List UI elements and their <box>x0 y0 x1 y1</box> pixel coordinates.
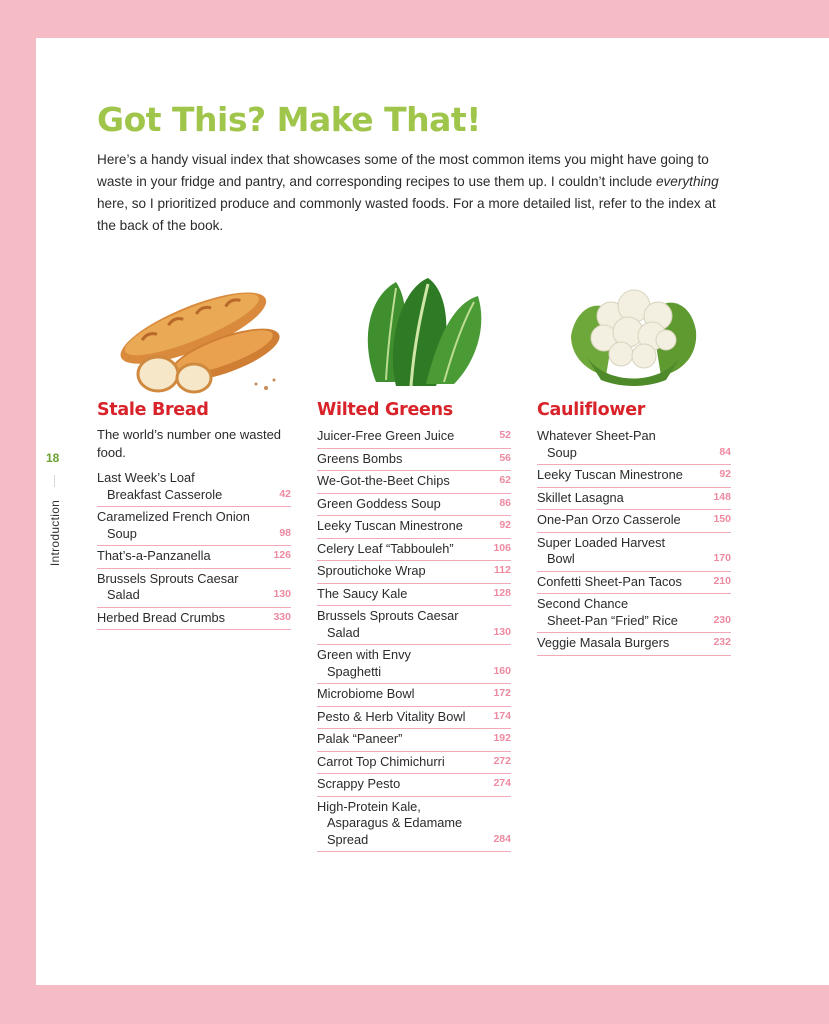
recipe-page-number: 52 <box>499 429 511 441</box>
recipe-page-number: 112 <box>494 564 511 576</box>
recipe-page-number: 130 <box>273 588 291 600</box>
recipe-row[interactable] <box>317 539 511 562</box>
recipe-row[interactable] <box>317 752 511 775</box>
recipe-name: One-Pan Orzo Casserole <box>537 512 681 527</box>
recipe-name: Second Chance <box>537 596 629 611</box>
recipe-name: Herbed Bread Crumbs <box>97 609 226 625</box>
column-cauliflower <box>537 400 731 656</box>
recipe-name-continued: Sheet-Pan “Fried” Rice <box>547 612 678 628</box>
recipe-row[interactable] <box>317 426 511 449</box>
recipe-name: Greens Bombs <box>317 450 403 466</box>
recipe-row[interactable] <box>317 584 511 607</box>
recipe-row[interactable] <box>97 608 291 631</box>
recipe-name: Skillet Lasagna <box>537 489 624 505</box>
intro-paragraph <box>97 149 737 237</box>
recipe-name: Sproutichoke Wrap <box>317 563 426 578</box>
recipe-page-number: 92 <box>719 468 731 480</box>
recipe-name-continued: Spaghetti <box>327 663 382 679</box>
recipe-page-number: 232 <box>713 636 731 648</box>
recipe-row[interactable] <box>317 774 511 797</box>
recipe-page-number: 172 <box>493 687 511 699</box>
recipe-page-number: 92 <box>499 519 511 531</box>
recipe-name: Juicer-Free Green Juice <box>317 428 455 443</box>
recipe-page-number: 56 <box>499 451 511 464</box>
column-heading: Stale Bread <box>97 400 209 420</box>
recipe-row[interactable] <box>537 426 731 465</box>
recipe-name-continued: Soup <box>107 525 137 541</box>
recipe-page-number: 84 <box>719 445 731 458</box>
recipe-page-number: 230 <box>713 613 731 626</box>
recipe-name: Brussels Sprouts Caesar <box>97 570 239 586</box>
recipe-page-number: 284 <box>493 832 511 845</box>
recipe-name-continued: Bowl <box>547 551 575 566</box>
recipe-page-number: 330 <box>273 610 291 623</box>
recipe-row[interactable] <box>317 729 511 752</box>
recipe-page-number: 130 <box>493 625 511 638</box>
recipe-name: We-Got-the-Beet Chips <box>317 473 450 488</box>
page-title: Got This? Make That! <box>97 100 481 139</box>
bread-icon <box>106 280 286 395</box>
recipe-page-number: 192 <box>493 732 511 744</box>
intro-text-1: Here’s a handy visual index that showcases some of the most common items you might have going to waste in your fridge and pantry, and corresponding recipes to use them up. I couldn’t include <box>97 152 709 189</box>
recipe-page-number: 128 <box>493 586 511 599</box>
recipe-name: Super Loaded Harvest <box>537 534 666 550</box>
recipe-row[interactable] <box>97 507 291 546</box>
recipe-page-number: 86 <box>499 496 511 509</box>
recipe-page-number: 160 <box>493 664 511 677</box>
recipe-name: Confetti Sheet-Pan Tacos <box>537 573 682 589</box>
page-number: 18 <box>46 451 60 465</box>
recipe-name-continued: Soup <box>547 444 577 460</box>
recipe-row[interactable] <box>317 449 511 472</box>
recipe-name: Palak “Paneer” <box>317 731 403 746</box>
recipe-page-number: 210 <box>713 574 731 587</box>
recipe-name: Celery Leaf “Tabbouleh” <box>317 540 454 556</box>
recipe-row[interactable] <box>537 633 731 656</box>
recipe-name-continued: Breakfast Casserole <box>107 486 223 502</box>
recipe-name: Caramelized French Onion <box>97 509 250 524</box>
recipe-row[interactable] <box>317 561 511 584</box>
recipe-name: Leeky Tuscan Minestrone <box>317 518 463 533</box>
recipe-page-number: 274 <box>493 777 511 789</box>
column-wilted-greens <box>317 400 511 852</box>
recipe-row[interactable] <box>317 471 511 494</box>
intro-text-2: here, so I prioritized produce and commonly wasted foods. For a more detailed list, refer to the index at the back of the book. <box>97 196 716 233</box>
sidebar-divider <box>54 475 55 487</box>
recipe-name: Last Week’s Loaf <box>97 470 195 485</box>
intro-emphasis: everything <box>655 174 719 189</box>
recipe-name: That’s-a-Panzanella <box>97 548 211 563</box>
recipe-row[interactable] <box>537 533 731 572</box>
recipe-row[interactable] <box>97 468 291 507</box>
recipe-row[interactable] <box>537 510 731 533</box>
recipe-name: Green Goddess Soup <box>317 495 441 511</box>
recipe-name: Veggie Masala Burgers <box>537 635 670 650</box>
recipe-page-number: 150 <box>713 513 731 525</box>
recipe-name-continued: Asparagus & Edamame Spread <box>327 815 463 847</box>
recipe-row[interactable] <box>317 684 511 707</box>
recipe-page-number: 148 <box>713 490 731 503</box>
recipe-page-number: 170 <box>713 552 731 564</box>
recipe-row[interactable] <box>537 572 731 595</box>
recipe-name: Microbiome Bowl <box>317 686 415 701</box>
section-label: Introduction <box>48 499 63 567</box>
cauliflower-icon <box>566 276 701 388</box>
recipe-row[interactable] <box>537 594 731 633</box>
recipe-page-number: 42 <box>279 487 291 500</box>
column-heading: Cauliflower <box>537 400 646 420</box>
recipe-name: Green with Envy <box>317 647 411 662</box>
recipe-page-number: 98 <box>279 526 291 539</box>
recipe-name: Leeky Tuscan Minestrone <box>537 467 683 482</box>
recipe-row[interactable] <box>317 494 511 517</box>
recipe-page-number: 62 <box>499 474 511 486</box>
recipe-name-continued: Salad <box>327 624 360 640</box>
recipe-name: Scrappy Pesto <box>317 776 401 791</box>
recipe-row[interactable] <box>537 488 731 511</box>
recipe-name: Brussels Sprouts Caesar <box>317 608 459 623</box>
recipe-name: High-Protein Kale, <box>317 798 421 814</box>
column-description: The world’s number one wasted food. <box>97 427 282 460</box>
recipe-page-number: 106 <box>493 541 511 554</box>
recipe-name-continued: Salad <box>107 587 140 602</box>
recipe-name: Carrot Top Chimichurri <box>317 753 445 769</box>
recipe-page-number: 272 <box>493 754 511 767</box>
recipe-row[interactable] <box>317 707 511 730</box>
recipe-row[interactable] <box>537 465 731 488</box>
recipe-row[interactable] <box>317 516 511 539</box>
recipe-page-number: 174 <box>493 709 511 722</box>
recipe-row[interactable] <box>97 546 291 569</box>
recipe-row[interactable] <box>317 645 511 684</box>
recipe-row[interactable] <box>317 606 511 645</box>
recipe-name: Whatever Sheet-Pan <box>537 428 656 443</box>
recipe-name: The Saucy Kale <box>317 585 408 601</box>
recipe-name: Pesto & Herb Vitality Bowl <box>317 708 466 724</box>
recipe-page-number: 126 <box>273 549 291 561</box>
column-heading: Wilted Greens <box>317 400 453 420</box>
page <box>36 38 829 985</box>
column-stale-bread <box>97 400 291 630</box>
recipe-row[interactable] <box>317 797 511 853</box>
recipe-row[interactable] <box>97 569 291 608</box>
lettuce-icon <box>356 274 491 392</box>
